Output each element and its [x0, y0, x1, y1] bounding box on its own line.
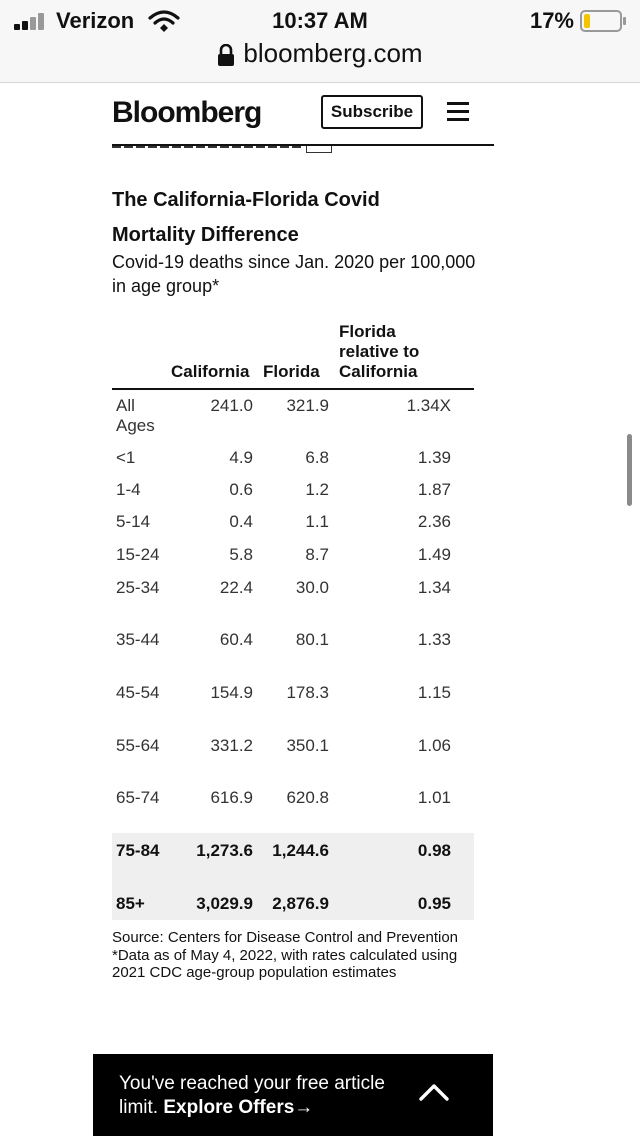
- table-row: [112, 728, 474, 780]
- age-cell: 85+: [116, 894, 145, 913]
- california-cell: 4.9: [229, 448, 253, 467]
- table-row: [112, 833, 474, 886]
- table-row: [112, 622, 474, 675]
- column-header-relative: Florida relative to California: [339, 322, 420, 381]
- footnote-text: *Data as of May 4, 2022, with rates calculated using 2021 CDC age-group population estimates: [112, 946, 458, 981]
- california-cell: 154.9: [210, 683, 253, 702]
- florida-cell: 2,876.9: [272, 894, 329, 913]
- relative-cell: 1.34X: [406, 396, 451, 415]
- florida-cell: 30.0: [295, 578, 329, 597]
- column-header-california: California: [171, 362, 250, 381]
- age-cell: 25-34: [116, 578, 160, 597]
- florida-cell: 1.1: [305, 512, 329, 531]
- site-header: [112, 90, 494, 146]
- relative-cell: 1.87: [417, 480, 451, 499]
- florida-cell: 178.3: [286, 683, 329, 702]
- florida-cell: 321.9: [286, 396, 329, 415]
- address-bar[interactable]: [0, 38, 640, 69]
- age-cell: 35-44: [116, 630, 160, 649]
- battery-icon: [580, 10, 622, 32]
- scrollbar[interactable]: [627, 434, 632, 506]
- florida-cell: 1,244.6: [272, 841, 329, 860]
- chevron-up-icon[interactable]: [418, 1082, 450, 1102]
- relative-cell: 1.49: [417, 545, 451, 564]
- age-cell: All Ages: [116, 396, 155, 435]
- chart-subtitle: Covid-19 deaths since Jan. 2020 per 100,000 in age group*: [112, 252, 476, 296]
- battery-percent: 17%: [529, 8, 574, 33]
- california-cell: 1,273.6: [196, 841, 253, 860]
- status-bar: [0, 0, 640, 83]
- age-cell: 1-4: [116, 480, 141, 499]
- florida-cell: 350.1: [286, 736, 329, 755]
- subscribe-button[interactable]: Subscribe: [321, 95, 423, 129]
- florida-cell: 80.1: [295, 630, 329, 649]
- age-cell: 75-84: [116, 841, 160, 860]
- florida-cell: 620.8: [286, 788, 329, 807]
- california-cell: 331.2: [210, 736, 253, 755]
- relative-cell: 0.98: [417, 841, 451, 860]
- table-row: [112, 388, 474, 440]
- age-cell: 15-24: [116, 545, 160, 564]
- table-row: [112, 472, 474, 504]
- table-row: [112, 440, 474, 472]
- relative-cell: 1.15: [417, 683, 451, 702]
- paywall-message: You've reached your free article limit. Explore Offers→: [119, 1073, 385, 1118]
- relative-cell: 1.01: [417, 788, 451, 807]
- california-cell: 3,029.9: [196, 894, 253, 913]
- relative-cell: 1.33: [417, 630, 451, 649]
- table-row: [112, 570, 474, 622]
- age-cell: 45-54: [116, 683, 160, 702]
- relative-cell: 0.95: [417, 894, 451, 913]
- table-row: [112, 675, 474, 728]
- california-cell: 616.9: [210, 788, 253, 807]
- age-cell: <1: [116, 448, 136, 467]
- table-row: [112, 537, 474, 570]
- battery-level-fill: [584, 14, 590, 28]
- florida-cell: 8.7: [305, 545, 329, 564]
- relative-cell: 1.06: [417, 736, 451, 755]
- california-cell: 241.0: [210, 396, 253, 415]
- chart-title: The California-Florida Covid Mortality Difference: [112, 189, 380, 246]
- lock-icon: [217, 44, 235, 66]
- age-cell: 5-14: [116, 512, 151, 531]
- chart-source: [112, 929, 472, 982]
- california-cell: 0.6: [229, 480, 253, 499]
- bloomberg-logo[interactable]: Bloomberg: [112, 96, 262, 129]
- table-row: [112, 886, 474, 920]
- california-cell: 5.8: [229, 545, 253, 564]
- paywall-banner: [93, 1054, 493, 1136]
- table-row: [112, 504, 474, 537]
- clock-time: 10:37 AM: [272, 8, 368, 33]
- clipped-article-text: [112, 146, 494, 156]
- florida-cell: 1.2: [305, 480, 329, 499]
- carrier-name: Verizon: [56, 8, 135, 33]
- florida-cell: 6.8: [305, 448, 329, 467]
- age-cell: 55-64: [116, 736, 160, 755]
- table-row: [112, 780, 474, 833]
- age-cell: 65-74: [116, 788, 160, 807]
- explore-offers-link[interactable]: Explore Offers→: [163, 1097, 314, 1118]
- relative-cell: 2.36: [417, 512, 451, 531]
- hamburger-menu-icon[interactable]: [447, 102, 469, 122]
- relative-cell: 1.34: [417, 578, 451, 597]
- california-cell: 0.4: [229, 512, 253, 531]
- relative-cell: 1.39: [417, 448, 451, 467]
- column-header-florida: Florida: [263, 362, 320, 381]
- california-cell: 22.4: [219, 578, 253, 597]
- california-cell: 60.4: [219, 630, 253, 649]
- url-text: bloomberg.com: [243, 38, 423, 68]
- source-text: Source: Centers for Disease Control and Prevention: [112, 929, 459, 946]
- arrow-right-icon: →: [294, 1097, 314, 1118]
